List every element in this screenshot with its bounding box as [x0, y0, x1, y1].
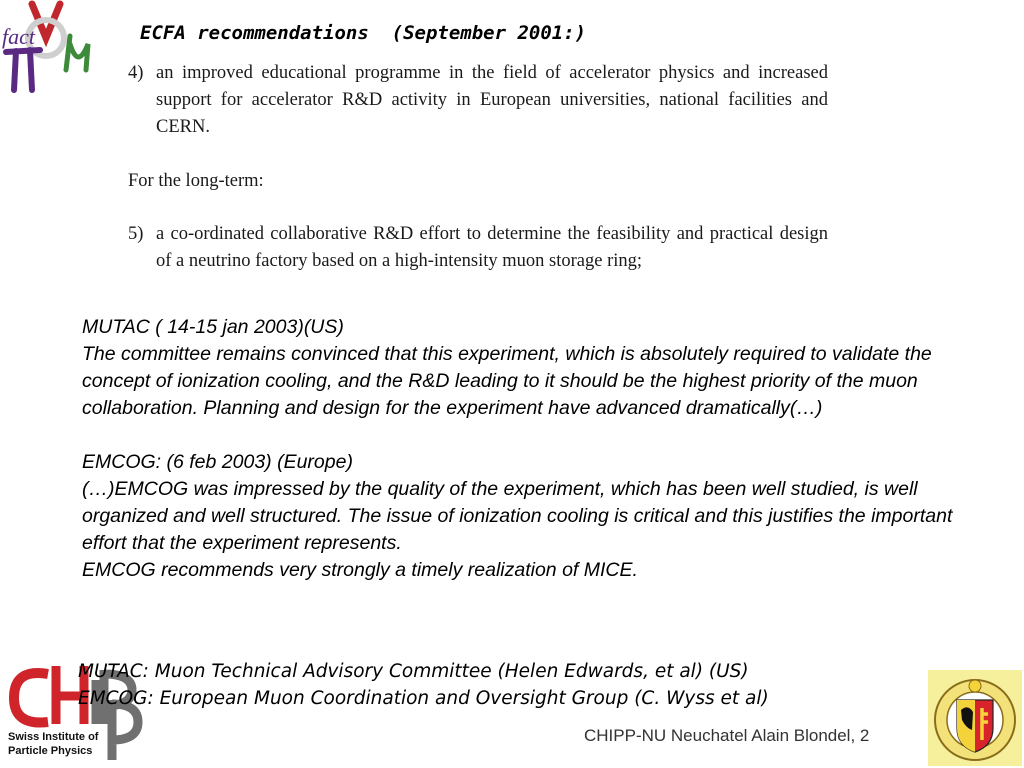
emcog-recommendation: EMCOG recommends very strongly a timely realization of MICE.: [82, 559, 638, 581]
item-number: 5): [128, 224, 144, 244]
mu-symbol: [66, 36, 88, 70]
chipp-caption-line: Swiss Institute of: [8, 731, 99, 743]
emcog-heading: EMCOG: (6 feb 2003) (Europe): [82, 451, 353, 473]
acronym-definitions: [78, 658, 958, 712]
chipp-caption: [8, 730, 98, 758]
mutac-quote: The committee remains convinced that this experiment, which is absolutely required to validate the concept of ionization cooling, and the R&D leading to it should be the highest priority of the muon collaboration. Planning and design for the experiment have advanced dramatically(…): [82, 343, 932, 419]
definition-mutac: MUTAC: Muon Technical Advisory Committee (Helen Edwards, et al) (US): [78, 661, 749, 682]
list-item: [128, 221, 828, 275]
item-text: a co-ordinated collaborative R&D effort to determine the feasibility and practical design of a neutrino factory based on a high-intensity muon storage ring;: [156, 224, 828, 271]
definition-emcog: EMCOG: European Muon Coordination and Oversight Group (C. Wyss et al): [78, 688, 769, 709]
pi-symbol: [6, 50, 40, 90]
mutac-heading: MUTAC ( 14-15 jan 2003)(US): [82, 316, 344, 338]
committee-quotes: [82, 314, 1002, 584]
geneva-seal: [928, 670, 1022, 766]
item-number: 4): [128, 63, 144, 83]
chipp-caption-line: Particle Physics: [8, 745, 93, 757]
list-item: [128, 60, 828, 141]
emcog-quote: (…)EMCOG was impressed by the quality of the experiment, which has been well studied, is well organized and well structured. The issue of ionization cooling is critical and this justifies the important effort that the experiment represents.: [82, 478, 953, 554]
nufact-logo: [0, 0, 110, 100]
slide-title: ECFA recommendations (September 2001:): [140, 22, 587, 44]
slide-footer: CHIPP-NU Neuchatel Alain Blondel, 2: [584, 726, 870, 745]
longterm-heading: For the long-term:: [128, 171, 264, 191]
chipp-c: [14, 673, 48, 723]
fact-label: fact: [2, 24, 35, 49]
item-text: an improved educational programme in the field of accelerator physics and increased support for accelerator R&D activity in European universities, national facilities and CERN.: [156, 63, 828, 137]
